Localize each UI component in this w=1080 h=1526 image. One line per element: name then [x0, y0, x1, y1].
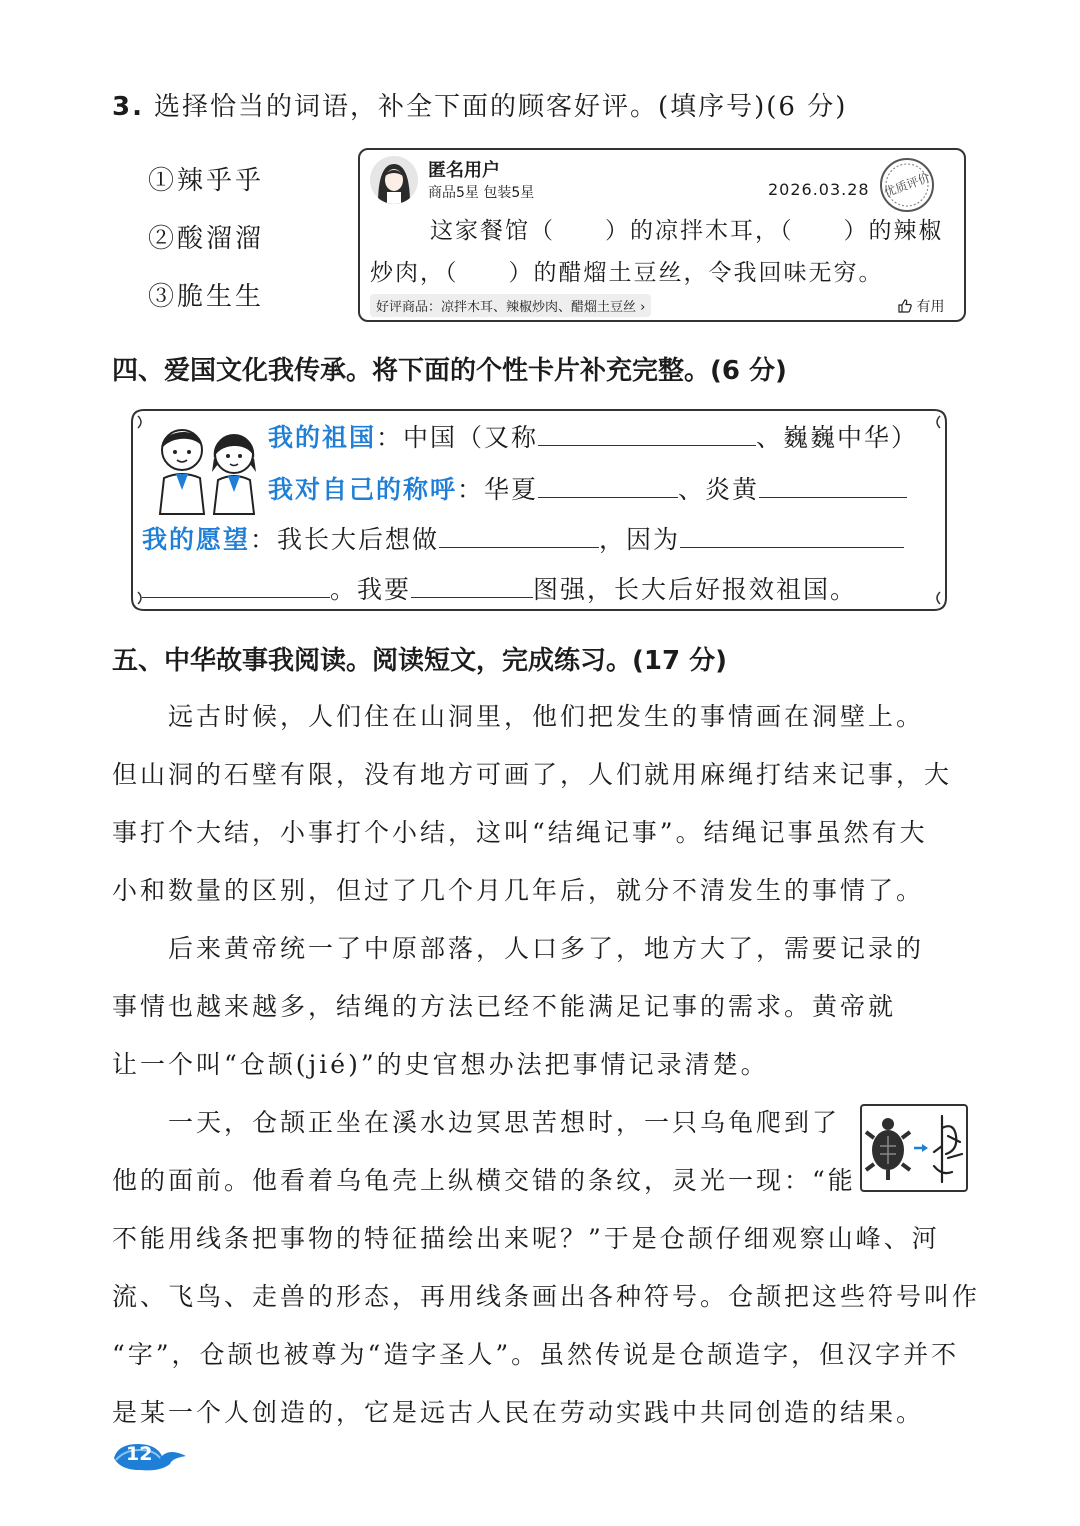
card-text: ：我长大后想做: [250, 525, 440, 554]
passage-line: 事打个大结，小事打个小结，这叫“结绳记事”。结绳记事虽然有大: [112, 818, 928, 847]
section-4-title: 四、爱国文化我传承。将下面的个性卡片补充完整。(6 分): [112, 356, 787, 386]
blank-reason[interactable]: [680, 523, 904, 548]
card-text: 、炎黄: [678, 475, 760, 504]
turtle-to-glyph-icon: [862, 1106, 966, 1190]
passage-line: 是某一个人创造的，它是远古人民在劳动实践中共同创造的结果。: [112, 1398, 925, 1427]
label-wish: 我的愿望: [142, 525, 251, 554]
card-text: ，因为: [599, 525, 681, 554]
question-number: 3.: [112, 92, 144, 122]
stamp-text: 优质评价: [882, 170, 932, 200]
passage-line: 流、飞鸟、走兽的形态，再用线条画出各种符号。仓颉把这些符号叫作: [112, 1282, 981, 1311]
useful-label: 有用: [916, 299, 945, 315]
card-line-self-name: [268, 470, 907, 506]
card-text: 。我要: [330, 575, 412, 604]
stamp-icon: [878, 156, 936, 214]
review-rating: 商品5星 包装5星: [428, 185, 535, 201]
passage-line: 但山洞的石壁有限，没有地方可画了，人们就用麻绳打结来记事，大: [112, 760, 953, 789]
blank-effort[interactable]: [411, 573, 533, 598]
passage-line: 一天，仓颉正坐在溪水边冥思苦想时，一只乌龟爬到了: [112, 1108, 841, 1137]
blank-yanhuang[interactable]: [759, 473, 907, 498]
girl-avatar-icon: [370, 156, 418, 204]
review-line-1: 这家餐馆（ ）的凉拌木耳，（ ）的辣椒: [430, 218, 944, 244]
passage-line: 他的面前。他看着乌龟壳上纵横交错的条纹，灵光一现：“能: [112, 1166, 856, 1195]
option-3: ③脆生生: [148, 282, 265, 312]
blank-reason-cont[interactable]: [142, 573, 330, 598]
page-number: 12: [126, 1443, 153, 1465]
review-products[interactable]: 好评商品：凉拌木耳、辣椒炒肉、醋熘土豆丝 ›: [370, 294, 651, 317]
passage-line: 让一个叫“仓颉(jié)”的史官想办法把事情记录清楚。: [112, 1050, 769, 1079]
review-line-2: 炒肉，（ ）的醋熘土豆丝，令我回味无穷。: [370, 260, 884, 286]
review-username: 匿名用户: [428, 160, 500, 181]
review-date: 2026.03.28: [768, 180, 870, 199]
useful-button[interactable]: [898, 296, 944, 316]
blank-job[interactable]: [439, 523, 599, 548]
card-line-wish: [142, 520, 904, 556]
quality-stamp: [878, 156, 936, 214]
passage-line: 事情也越来越多，结绳的方法已经不能满足记事的需求。黄帝就: [112, 992, 897, 1021]
avatar: [370, 156, 418, 204]
card-text: ：中国（又称: [376, 423, 539, 452]
card-text: 、巍巍中华）: [756, 423, 919, 452]
passage-line: 小和数量的区别，但过了几个月几年后，就分不清发生的事情了。: [112, 876, 925, 905]
option-1: ①辣乎乎: [148, 166, 265, 196]
question-text: 选择恰当的词语，补全下面的顾客好评。(填序号)(6 分): [153, 92, 848, 122]
review-card: [358, 148, 966, 322]
label-motherland: 我的祖国: [268, 423, 377, 452]
page-number-badge: [112, 1438, 192, 1474]
passage-line: 后来黄帝统一了中原部落，人口多了，地方大了，需要记录的: [112, 934, 925, 963]
card-line-effort: [142, 570, 857, 606]
section-5-title: 五、中华故事我阅读。阅读短文，完成练习。(17 分): [112, 646, 727, 676]
turtle-character-illustration: [860, 1104, 968, 1192]
students-illustration-icon: [150, 414, 268, 516]
passage-line: “字”，仓颉也被尊为“造字圣人”。虽然传说是仓颉造字，但汉字并不: [112, 1340, 960, 1369]
passage-line: 远古时候，人们住在山洞里，他们把发生的事情画在洞壁上。: [112, 702, 925, 731]
card-text: 图强，长大后好报效祖国。: [533, 575, 858, 604]
question-3: [112, 86, 847, 123]
passage-line: 不能用线条把事物的特征描绘出来呢？”于是仓颉仔细观察山峰、河: [112, 1224, 940, 1253]
label-self-name: 我对自己的称呼: [268, 475, 458, 504]
card-text: ：华夏: [457, 475, 539, 504]
blank-motherland-alias[interactable]: [538, 421, 756, 446]
option-2: ②酸溜溜: [148, 224, 265, 254]
card-line-motherland: [268, 418, 918, 454]
blank-huaxia[interactable]: [538, 473, 678, 498]
thumbs-up-icon: [898, 299, 912, 313]
